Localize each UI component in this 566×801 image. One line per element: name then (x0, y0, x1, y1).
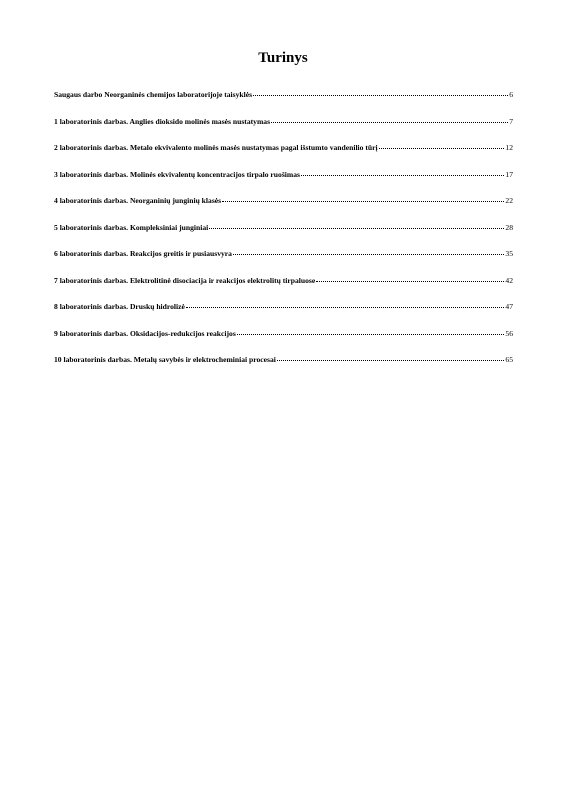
toc-dot-leader (237, 327, 505, 336)
toc-dot-leader (379, 141, 505, 150)
toc-entry[interactable] (54, 168, 513, 195)
toc-entry[interactable] (54, 115, 513, 142)
toc-entry-page: 56 (505, 328, 513, 338)
toc-entry-title: 8 laboratorinis darbas. Druskų hidrolizė (54, 302, 185, 311)
toc-entry-page: 35 (505, 249, 513, 258)
toc-entry[interactable] (54, 194, 513, 221)
page-title: Turinys (258, 50, 308, 66)
toc-entry[interactable] (54, 88, 513, 115)
toc-entry-page: 12 (505, 143, 513, 152)
toc-entry-title: 5 laboratorinis darbas. Kompleksiniai junginiai (54, 222, 209, 232)
toc-entry[interactable] (54, 327, 513, 354)
toc-dot-leader (316, 274, 504, 283)
toc-entry-title: 6 laboratorinis darbas. Reakcijos greitis ir pusiausvyra (54, 249, 232, 258)
toc-dot-leader (233, 247, 504, 256)
toc-entry-page: 65 (505, 355, 513, 364)
toc-dot-leader (186, 300, 505, 309)
toc-entry[interactable] (54, 221, 513, 248)
toc-entry-page: 42 (505, 275, 513, 285)
toc-entry[interactable] (54, 141, 513, 168)
toc-entry-page: 17 (505, 169, 513, 179)
toc-entry-page: 22 (505, 196, 513, 205)
toc-entry-page: 47 (505, 302, 513, 311)
toc-dot-leader (209, 221, 504, 230)
toc-entry-title: 9 laboratorinis darbas. Oksidacijos-redukcijos reakcijos (54, 328, 236, 338)
toc-entry-title: 4 laboratorinis darbas. Neorganinių junginių klasės (54, 196, 222, 205)
toc-dot-leader (277, 353, 505, 362)
toc-dot-leader (253, 88, 508, 97)
toc-entry-title: 10 laboratorinis darbas. Metalų savybės ir elektrocheminiai procesai (54, 355, 276, 364)
toc-entry[interactable] (54, 274, 513, 301)
toc-entry[interactable] (54, 247, 513, 274)
toc-entry-title: 7 laboratorinis darbas. Elektrolitinė disociacija ir reakcijos elektrolitų tirpaluose (54, 275, 316, 285)
toc-dot-leader (301, 168, 504, 177)
toc-entry-title: Saugaus darbo Neorganinės chemijos laboratorijoje taisyklės (54, 90, 253, 99)
toc-entry-page: 28 (505, 222, 513, 232)
toc-entry-title: 2 laboratorinis darbas. Metalo ekvivalento molinės masės nustatymas pagal išstumto vandenilio tūrį (54, 143, 378, 152)
toc-entry[interactable] (54, 353, 513, 380)
toc-entry-title: 3 laboratorinis darbas. Molinės ekvivalentų koncentracijos tirpalo ruošimas (54, 169, 300, 179)
toc-entry[interactable] (54, 300, 513, 327)
toc-dot-leader (271, 115, 508, 124)
toc-entry-title: 1 laboratorinis darbas. Anglies dioksido molinės masės nustatymas (54, 116, 271, 126)
toc-entry-page: 7 (509, 116, 513, 126)
toc-dot-leader (222, 194, 504, 203)
table-of-contents (54, 88, 513, 380)
toc-entry-page: 6 (509, 90, 513, 99)
